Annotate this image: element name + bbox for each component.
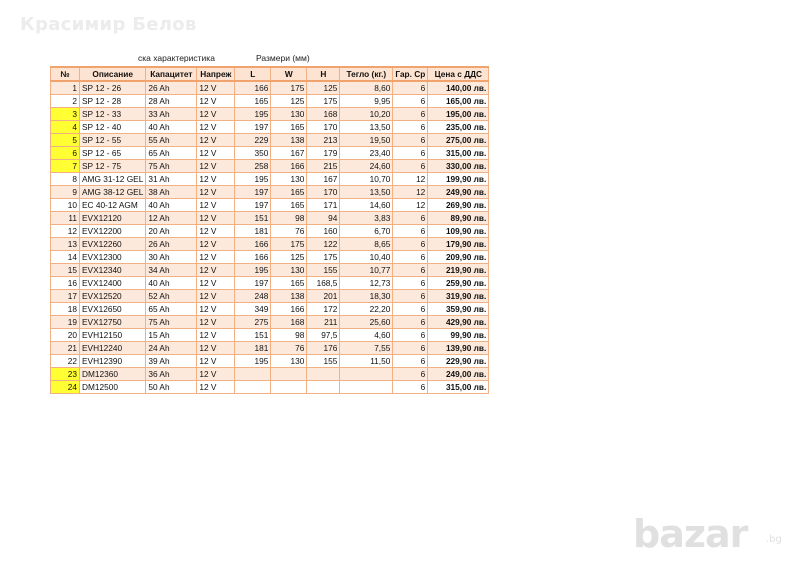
cell-length[interactable]: 229 [235,134,271,147]
cell-voltage[interactable]: 12 V [197,251,235,264]
cell-width[interactable]: 168 [271,316,307,329]
cell-warranty[interactable]: 6 [393,160,428,173]
cell-weight[interactable]: 7,55 [340,342,393,355]
cell-width[interactable]: 76 [271,225,307,238]
cell-capacity[interactable]: 24 Ah [146,342,197,355]
cell-length[interactable]: 275 [235,316,271,329]
cell-voltage[interactable]: 12 V [197,186,235,199]
cell-voltage[interactable]: 12 V [197,95,235,108]
cell-price[interactable]: 359,90 лв. [428,303,489,316]
cell-number[interactable]: 24 [51,381,80,394]
cell-length[interactable]: 166 [235,81,271,95]
cell-price[interactable]: 179,90 лв. [428,238,489,251]
cell-capacity[interactable]: 30 Ah [146,251,197,264]
cell-price[interactable]: 109,90 лв. [428,225,489,238]
column-header-weight[interactable]: Тегло (кг.) [340,67,393,81]
cell-capacity[interactable]: 75 Ah [146,160,197,173]
cell-length[interactable]: 197 [235,199,271,212]
cell-voltage[interactable]: 12 V [197,238,235,251]
cell-width[interactable]: 130 [271,264,307,277]
cell-capacity[interactable]: 15 Ah [146,329,197,342]
table-row [51,134,489,147]
cell-capacity[interactable]: 55 Ah [146,134,197,147]
cell-price[interactable]: 99,90 лв. [428,329,489,342]
cell-length[interactable]: 349 [235,303,271,316]
table-row [51,329,489,342]
cell-height[interactable]: 122 [307,238,340,251]
cell-height[interactable]: 94 [307,212,340,225]
cell-height[interactable] [307,381,340,394]
cell-weight[interactable]: 3,83 [340,212,393,225]
cell-warranty[interactable]: 6 [393,303,428,316]
cell-description[interactable]: EVX12260 [80,238,146,251]
table-row [51,355,489,368]
cell-weight[interactable]: 25,60 [340,316,393,329]
cell-price[interactable]: 229,90 лв. [428,355,489,368]
cell-width[interactable]: 138 [271,134,307,147]
cell-number[interactable]: 19 [51,316,80,329]
cell-width[interactable]: 165 [271,121,307,134]
cell-number[interactable]: 16 [51,277,80,290]
cell-weight[interactable]: 10,70 [340,173,393,186]
cell-warranty[interactable]: 6 [393,225,428,238]
cell-weight[interactable]: 19,50 [340,134,393,147]
cell-voltage[interactable]: 12 V [197,342,235,355]
table-row [51,212,489,225]
cell-length[interactable]: 181 [235,225,271,238]
cell-voltage[interactable]: 12 V [197,225,235,238]
cell-description[interactable]: EVH12240 [80,342,146,355]
cell-height[interactable]: 172 [307,303,340,316]
cell-height[interactable]: 97,5 [307,329,340,342]
cell-height[interactable]: 171 [307,199,340,212]
cell-description[interactable]: EVX12400 [80,277,146,290]
cell-number[interactable]: 11 [51,212,80,225]
cell-warranty[interactable]: 6 [393,147,428,160]
cell-weight[interactable] [340,381,393,394]
cell-capacity[interactable]: 52 Ah [146,290,197,303]
cell-width[interactable]: 130 [271,108,307,121]
cell-height[interactable]: 215 [307,160,340,173]
cell-width[interactable]: 76 [271,342,307,355]
cell-number[interactable]: 6 [51,147,80,160]
cell-voltage[interactable]: 12 V [197,277,235,290]
cell-price[interactable]: 235,00 лв. [428,121,489,134]
cell-width[interactable]: 130 [271,355,307,368]
cell-voltage[interactable]: 12 V [197,264,235,277]
cell-voltage[interactable]: 12 V [197,316,235,329]
cell-height[interactable]: 201 [307,290,340,303]
cell-capacity[interactable]: 65 Ah [146,147,197,160]
column-header-price[interactable]: Цена с ДДС [428,67,489,81]
table-row [51,81,489,95]
table-row [51,238,489,251]
cell-height[interactable]: 155 [307,264,340,277]
battery-price-table [50,66,489,394]
cell-height[interactable]: 179 [307,147,340,160]
cell-description[interactable]: EC 40-12 AGM [80,199,146,212]
cell-voltage[interactable]: 12 V [197,303,235,316]
table-row [51,121,489,134]
cell-weight[interactable]: 8,60 [340,81,393,95]
cell-description[interactable]: SP 12 - 75 [80,160,146,173]
cell-height[interactable]: 213 [307,134,340,147]
cell-number[interactable]: 12 [51,225,80,238]
cell-price[interactable]: 209,90 лв. [428,251,489,264]
cell-description[interactable]: EVX12120 [80,212,146,225]
cell-price[interactable]: 315,00 лв. [428,381,489,394]
cell-height[interactable]: 168 [307,108,340,121]
cell-warranty[interactable]: 6 [393,381,428,394]
cell-description[interactable]: AMG 31-12 GEL [80,173,146,186]
cell-width[interactable]: 138 [271,290,307,303]
cell-voltage[interactable]: 12 V [197,355,235,368]
cell-length[interactable]: 197 [235,121,271,134]
cell-weight[interactable]: 14,60 [340,199,393,212]
cell-length[interactable]: 151 [235,329,271,342]
cell-weight[interactable]: 23,40 [340,147,393,160]
cell-number[interactable]: 20 [51,329,80,342]
cell-weight[interactable]: 13,50 [340,186,393,199]
characteristics-section-header: ска характеристика [138,53,215,63]
cell-number[interactable]: 7 [51,160,80,173]
cell-width[interactable]: 125 [271,251,307,264]
cell-warranty[interactable]: 6 [393,121,428,134]
cell-number[interactable]: 1 [51,81,80,95]
cell-voltage[interactable]: 12 V [197,134,235,147]
cell-length[interactable] [235,368,271,381]
cell-width[interactable]: 175 [271,81,307,95]
cell-warranty[interactable]: 12 [393,186,428,199]
dimensions-section-header: Размери (мм) [256,53,310,63]
cell-capacity[interactable]: 12 Ah [146,212,197,225]
cell-description[interactable]: SP 12 - 65 [80,147,146,160]
cell-voltage[interactable]: 12 V [197,121,235,134]
table-row [51,368,489,381]
table-row [51,95,489,108]
cell-price[interactable]: 140,00 лв. [428,81,489,95]
cell-weight[interactable]: 10,77 [340,264,393,277]
cell-width[interactable]: 165 [271,277,307,290]
cell-width[interactable]: 98 [271,329,307,342]
cell-length[interactable]: 197 [235,277,271,290]
table-row [51,264,489,277]
table-header-row [51,67,489,81]
cell-voltage[interactable]: 12 V [197,173,235,186]
cell-capacity[interactable]: 50 Ah [146,381,197,394]
cell-capacity[interactable]: 40 Ah [146,121,197,134]
cell-voltage[interactable]: 12 V [197,147,235,160]
cell-width[interactable]: 130 [271,173,307,186]
cell-length[interactable]: 165 [235,95,271,108]
cell-description[interactable]: DM12360 [80,368,146,381]
cell-voltage[interactable]: 12 V [197,381,235,394]
cell-length[interactable] [235,381,271,394]
cell-width[interactable]: 166 [271,303,307,316]
cell-voltage[interactable]: 12 V [197,212,235,225]
cell-description[interactable]: SP 12 - 28 [80,95,146,108]
cell-warranty[interactable]: 6 [393,355,428,368]
cell-price[interactable]: 199,90 лв. [428,173,489,186]
column-header-length[interactable]: L [235,67,271,81]
cell-warranty[interactable]: 6 [393,290,428,303]
table-row [51,342,489,355]
cell-price[interactable]: 139,90 лв. [428,342,489,355]
cell-price[interactable]: 429,90 лв. [428,316,489,329]
cell-warranty[interactable]: 6 [393,212,428,225]
cell-capacity[interactable]: 34 Ah [146,264,197,277]
cell-voltage[interactable]: 12 V [197,108,235,121]
cell-warranty[interactable]: 12 [393,199,428,212]
cell-number[interactable]: 4 [51,121,80,134]
cell-warranty[interactable]: 6 [393,95,428,108]
cell-description[interactable]: EVX12200 [80,225,146,238]
cell-description[interactable]: EVH12390 [80,355,146,368]
column-header-description[interactable]: Описание [80,67,146,81]
cell-width[interactable] [271,381,307,394]
table-row [51,251,489,264]
cell-weight[interactable]: 11,50 [340,355,393,368]
cell-description[interactable]: AMG 38-12 GEL [80,186,146,199]
cell-height[interactable]: 175 [307,251,340,264]
column-header-number[interactable]: № [51,67,80,81]
table-row [51,199,489,212]
cell-capacity[interactable]: 20 Ah [146,225,197,238]
cell-width[interactable]: 125 [271,95,307,108]
cell-warranty[interactable]: 12 [393,173,428,186]
cell-description[interactable]: SP 12 - 33 [80,108,146,121]
cell-number[interactable]: 17 [51,290,80,303]
cell-weight[interactable]: 8,65 [340,238,393,251]
cell-number[interactable]: 8 [51,173,80,186]
cell-length[interactable]: 248 [235,290,271,303]
cell-height[interactable]: 170 [307,121,340,134]
cell-weight[interactable] [340,368,393,381]
cell-description[interactable]: SP 12 - 26 [80,81,146,95]
cell-warranty[interactable]: 6 [393,251,428,264]
cell-capacity[interactable]: 39 Ah [146,355,197,368]
cell-number[interactable]: 14 [51,251,80,264]
cell-price[interactable]: 165,00 лв. [428,95,489,108]
cell-price[interactable]: 269,90 лв. [428,199,489,212]
cell-capacity[interactable]: 40 Ah [146,199,197,212]
cell-capacity[interactable]: 26 Ah [146,238,197,251]
cell-price[interactable]: 330,00 лв. [428,160,489,173]
owner-watermark: Красимир Белов [20,14,197,35]
cell-description[interactable]: SP 12 - 40 [80,121,146,134]
cell-length[interactable]: 350 [235,147,271,160]
cell-length[interactable]: 166 [235,238,271,251]
cell-number[interactable]: 13 [51,238,80,251]
cell-capacity[interactable]: 26 Ah [146,81,197,95]
cell-weight[interactable]: 6,70 [340,225,393,238]
cell-warranty[interactable]: 6 [393,108,428,121]
cell-capacity[interactable]: 28 Ah [146,95,197,108]
cell-capacity[interactable]: 36 Ah [146,368,197,381]
table-row [51,290,489,303]
cell-weight[interactable]: 9,95 [340,95,393,108]
cell-width[interactable]: 165 [271,199,307,212]
cell-width[interactable]: 175 [271,238,307,251]
cell-number[interactable]: 23 [51,368,80,381]
table-row [51,147,489,160]
cell-voltage[interactable]: 12 V [197,160,235,173]
column-header-height[interactable]: H [307,67,340,81]
cell-price[interactable]: 219,90 лв. [428,264,489,277]
cell-warranty[interactable]: 6 [393,134,428,147]
cell-weight[interactable]: 12,73 [340,277,393,290]
table-row [51,381,489,394]
cell-width[interactable]: 98 [271,212,307,225]
column-header-warranty[interactable]: Гар. Ср [393,67,428,81]
cell-height[interactable]: 170 [307,186,340,199]
cell-warranty[interactable]: 6 [393,81,428,95]
table-row [51,303,489,316]
cell-warranty[interactable]: 6 [393,368,428,381]
cell-price[interactable]: 275,00 лв. [428,134,489,147]
cell-description[interactable]: EVX12340 [80,264,146,277]
cell-warranty[interactable]: 6 [393,264,428,277]
cell-description[interactable]: EVX12300 [80,251,146,264]
cell-height[interactable]: 211 [307,316,340,329]
cell-width[interactable]: 165 [271,186,307,199]
cell-length[interactable]: 195 [235,108,271,121]
bazar-domain-suffix: .bg [766,534,782,545]
cell-length[interactable]: 258 [235,160,271,173]
cell-capacity[interactable]: 40 Ah [146,277,197,290]
cell-length[interactable]: 195 [235,264,271,277]
cell-width[interactable]: 166 [271,160,307,173]
column-header-voltage[interactable]: Напреж [197,67,235,81]
cell-price[interactable]: 195,00 лв. [428,108,489,121]
cell-voltage[interactable]: 12 V [197,199,235,212]
cell-weight[interactable]: 24,60 [340,160,393,173]
cell-weight[interactable]: 10,20 [340,108,393,121]
cell-voltage[interactable]: 12 V [197,290,235,303]
cell-length[interactable]: 166 [235,251,271,264]
cell-description[interactable]: EVX12650 [80,303,146,316]
table-row [51,173,489,186]
cell-weight[interactable]: 10,40 [340,251,393,264]
cell-length[interactable]: 151 [235,212,271,225]
cell-height[interactable]: 125 [307,81,340,95]
cell-height[interactable]: 176 [307,342,340,355]
cell-length[interactable]: 195 [235,355,271,368]
column-header-capacity[interactable]: Капацитет [146,67,197,81]
cell-voltage[interactable]: 12 V [197,329,235,342]
cell-description[interactable]: EVX12520 [80,290,146,303]
cell-warranty[interactable]: 6 [393,342,428,355]
table-row [51,277,489,290]
cell-number[interactable]: 15 [51,264,80,277]
cell-number[interactable]: 3 [51,108,80,121]
cell-number[interactable]: 21 [51,342,80,355]
cell-description[interactable]: EVX12750 [80,316,146,329]
table-row [51,108,489,121]
cell-height[interactable]: 167 [307,173,340,186]
cell-price[interactable]: 89,90 лв. [428,212,489,225]
cell-warranty[interactable]: 6 [393,329,428,342]
table-row [51,186,489,199]
cell-weight[interactable]: 4,60 [340,329,393,342]
cell-description[interactable]: DM12500 [80,381,146,394]
column-header-width[interactable]: W [271,67,307,81]
cell-number[interactable]: 9 [51,186,80,199]
cell-number[interactable]: 2 [51,95,80,108]
cell-width[interactable]: 167 [271,147,307,160]
cell-price[interactable]: 319,90 лв. [428,290,489,303]
cell-capacity[interactable]: 75 Ah [146,316,197,329]
cell-number[interactable]: 18 [51,303,80,316]
cell-capacity[interactable]: 31 Ah [146,173,197,186]
cell-description[interactable]: EVH12150 [80,329,146,342]
cell-height[interactable]: 155 [307,355,340,368]
cell-width[interactable] [271,368,307,381]
cell-height[interactable] [307,368,340,381]
cell-price[interactable]: 259,90 лв. [428,277,489,290]
cell-price[interactable]: 315,00 лв. [428,147,489,160]
table-row [51,316,489,329]
cell-weight[interactable]: 22,20 [340,303,393,316]
cell-price[interactable]: 249,00 лв. [428,368,489,381]
cell-warranty[interactable]: 6 [393,238,428,251]
cell-length[interactable]: 181 [235,342,271,355]
cell-length[interactable]: 195 [235,173,271,186]
cell-number[interactable]: 10 [51,199,80,212]
cell-warranty[interactable]: 6 [393,316,428,329]
cell-voltage[interactable]: 12 V [197,81,235,95]
cell-height[interactable]: 175 [307,95,340,108]
cell-capacity[interactable]: 65 Ah [146,303,197,316]
cell-number[interactable]: 5 [51,134,80,147]
cell-voltage[interactable]: 12 V [197,368,235,381]
cell-price[interactable]: 249,90 лв. [428,186,489,199]
cell-height[interactable]: 168,5 [307,277,340,290]
cell-warranty[interactable]: 6 [393,277,428,290]
cell-height[interactable]: 160 [307,225,340,238]
table-row [51,225,489,238]
bazar-logo-watermark: bazar [633,512,748,556]
cell-weight[interactable]: 18,30 [340,290,393,303]
cell-capacity[interactable]: 33 Ah [146,108,197,121]
cell-number[interactable]: 22 [51,355,80,368]
cell-capacity[interactable]: 38 Ah [146,186,197,199]
cell-length[interactable]: 197 [235,186,271,199]
table-row [51,160,489,173]
cell-description[interactable]: SP 12 - 55 [80,134,146,147]
cell-weight[interactable]: 13,50 [340,121,393,134]
